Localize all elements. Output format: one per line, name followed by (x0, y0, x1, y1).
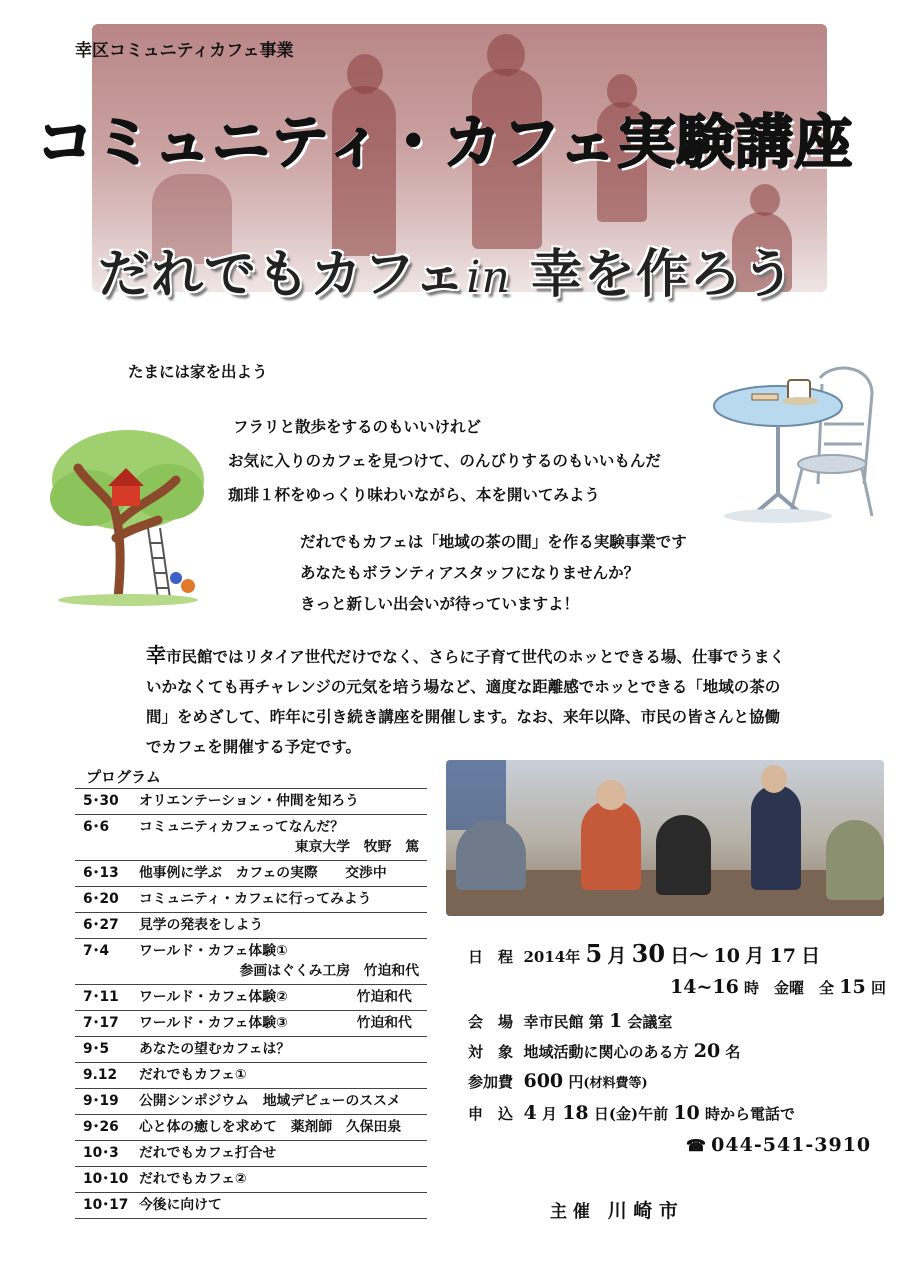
program-row-main (83, 987, 423, 1007)
host-line (550, 1196, 678, 1223)
program-row (75, 1010, 427, 1036)
apply-day: 18 (562, 1102, 589, 1124)
program-topic: コミュニティカフェってなんだ？ (139, 819, 344, 835)
program-row-main (83, 915, 423, 935)
program-topic: ワールド・カフェ体験③ 竹迫和代 (139, 1015, 412, 1031)
program-date: 9･5 (83, 1041, 110, 1057)
tree-illustration (48, 428, 208, 608)
program-topic: だれでもカフェ打合せ (139, 1145, 277, 1161)
intro-lead: たまには家を出よう (128, 363, 268, 381)
program-row-main (83, 863, 423, 883)
apply-detail: 日(金)午前 (593, 1105, 669, 1123)
program-topic: ワールド・カフェ体験① (139, 943, 288, 959)
description-paragraph (146, 640, 866, 762)
venue-room-number: 1 (608, 1010, 623, 1032)
intro-block-1 (228, 410, 661, 512)
apply-line (468, 1102, 795, 1124)
venue-name: 幸市民館 第 (523, 1013, 604, 1031)
host-label: 主 催 (550, 1202, 590, 1222)
program-topic: あなたの望むカフェは？ (139, 1041, 291, 1057)
schedule-year: 2014 (523, 948, 566, 966)
program-topic: 今後に向けて (139, 1197, 222, 1213)
program-row (75, 1140, 427, 1166)
program-date: 9.12 (83, 1067, 118, 1083)
program-table (75, 788, 427, 1219)
intro-line: あなたもボランティアスタッフになりませんか？ (300, 564, 640, 582)
program-date: 10･17 (83, 1197, 129, 1213)
program-topic: オリエンテーション・仲間を知ろう (139, 793, 359, 809)
target-line (468, 1040, 740, 1062)
program-row (75, 788, 427, 814)
schedule-month-unit: 月 (745, 945, 765, 967)
program-row-main (83, 941, 423, 961)
program-date: 9･26 (83, 1119, 119, 1135)
apply-detail-2: 時から電話で (705, 1105, 796, 1123)
program-row (75, 938, 427, 984)
program-row-main (83, 1195, 423, 1215)
program-topic: 心と体の癒しを求めて 薬剤師 久保田泉 (139, 1119, 402, 1135)
target-capacity: 20 (693, 1040, 721, 1062)
program-date: 7･17 (83, 1015, 119, 1031)
program-topic: コミュニティ・カフェに行ってみよう (139, 891, 372, 907)
session-count: 15 (839, 976, 866, 998)
intro-block-2 (300, 527, 687, 620)
apply-month: 4 (523, 1102, 537, 1124)
program-date: 6･20 (83, 891, 119, 907)
time-line (670, 976, 886, 998)
fee-label: 参加費 (468, 1073, 514, 1091)
participants-photo (446, 760, 884, 916)
program-row (75, 912, 427, 938)
target-capacity-unit: 名 (725, 1043, 741, 1061)
subtitle-in: in (466, 252, 511, 303)
program-topic: 公開シンポジウム 地域デビューのススメ (139, 1093, 401, 1109)
apply-hour: 10 (673, 1102, 700, 1124)
program-date: 6･6 (83, 819, 110, 835)
schedule-label: 日 程 (468, 948, 514, 966)
description-line: でカフェを開催する予定です。 (146, 738, 361, 756)
program-row-main (83, 1117, 423, 1137)
program-date: 6･27 (83, 917, 119, 933)
program-row (75, 1166, 427, 1192)
intro-line: きっと新しい出会いが待っていますよ！ (300, 595, 580, 613)
description-line: 間」をめざして、昨年に引き続き講座を開催します。なお、来年以降、市民の皆さんと協働 (146, 708, 780, 726)
program-row-main (83, 1039, 423, 1059)
program-row (75, 1088, 427, 1114)
schedule-month-unit: 月 (607, 945, 627, 967)
program-row-main (83, 1169, 423, 1189)
apply-label: 申 込 (468, 1105, 514, 1123)
host-name: 川 崎 市 (607, 1200, 678, 1222)
schedule-end-day: 17 (769, 945, 796, 967)
program-title: プログラム (86, 768, 161, 786)
phone-icon: ☎ (686, 1136, 706, 1155)
schedule-end-month: 10 (713, 945, 740, 967)
subtitle (98, 232, 795, 307)
subtitle-part-b: 幸を作ろう (529, 245, 795, 305)
program-row-main (83, 1143, 423, 1163)
apply-month-unit: 月 (541, 1105, 557, 1123)
main-title: コミュニティ・カフェ実験講座 (36, 108, 854, 176)
program-speaker: 参画はぐくみ工房 竹迫和代 (239, 963, 419, 979)
program-topic: ワールド・カフェ体験② 竹迫和代 (139, 989, 412, 1005)
program-date: 9･19 (83, 1093, 119, 1109)
program-topic: 見学の発表をしよう (139, 917, 264, 933)
program-row (75, 886, 427, 912)
schedule-day-unit: 日 (801, 945, 821, 967)
description-line: いかなくても再チャレンジの元気を培う場など、適度な距離感でホッとできる「地域の茶の (146, 678, 781, 696)
program-row (75, 1036, 427, 1062)
venue-room: 会議室 (627, 1013, 673, 1031)
intro-line: フラリと散歩をするのもいいけれど (233, 418, 482, 436)
intro-line: だれでもカフェは「地域の茶の間」を作る実験事業です (300, 533, 687, 551)
program-row (75, 814, 427, 860)
schedule-start-day: 30 (631, 939, 666, 968)
cafe-table-illustration (712, 364, 878, 524)
program-date: 10･10 (83, 1171, 129, 1187)
phone-number: 044-541-3910 (711, 1134, 872, 1156)
intro-line: お気に入りのカフェを見つけて、のんびりするのもいいもんだ (228, 452, 661, 470)
program-row-main (83, 817, 423, 837)
program-date: 6･13 (83, 865, 119, 881)
program-date: 5･30 (83, 793, 119, 809)
program-row-main (83, 889, 423, 909)
subtitle-part-a: だれでもカフェ (98, 245, 467, 305)
program-topic: 他事例に学ぶ カフェの実際 交渉中 (139, 865, 387, 881)
schedule-line (468, 939, 820, 968)
program-topic: だれでもカフェ② (139, 1171, 247, 1187)
target-label: 対 象 (468, 1043, 514, 1061)
time-range: 14~16 (670, 976, 739, 998)
program-row-main (83, 791, 423, 811)
program-row (75, 1062, 427, 1088)
program-row-main (83, 1065, 423, 1085)
program-row (75, 1114, 427, 1140)
venue-label: 会 場 (468, 1013, 514, 1031)
program-date: 7･4 (83, 943, 110, 959)
program-row-main (83, 1013, 423, 1033)
venue-line (468, 1010, 672, 1032)
program-date: 7･11 (83, 989, 119, 1005)
program-row-main (83, 1091, 423, 1111)
phone-line (686, 1134, 871, 1156)
schedule-day-unit: 日～ (670, 945, 709, 967)
fee-note: (材料費等) (583, 1076, 648, 1091)
description-first-char: 幸 (146, 643, 166, 667)
organizer-heading: 幸区コミュニティカフェ事業 (75, 41, 294, 61)
session-count-unit: 回 (870, 979, 886, 997)
program-speaker: 東京大学 牧野 篤 (294, 839, 419, 855)
schedule-year-unit: 年 (565, 948, 581, 966)
target-desc: 地域活動に関心のある方 (523, 1043, 689, 1061)
program-date: 10･3 (83, 1145, 119, 1161)
description-line: 市民館ではリタイア世代だけでなく、さらに子育て世代のホッとできる場、仕事でうまく (166, 648, 785, 666)
time-detail: 時 金曜 全 (744, 979, 835, 997)
program-row (75, 860, 427, 886)
schedule-start-month: 5 (585, 939, 603, 968)
fee-amount: 600 (523, 1070, 564, 1092)
intro-line: 珈琲１杯をゆっくり味わいながら、本を開いてみよう (228, 486, 600, 504)
program-row (75, 1192, 427, 1219)
program-row (75, 984, 427, 1010)
fee-line (468, 1070, 648, 1092)
program-topic: だれでもカフェ① (139, 1067, 247, 1083)
fee-unit: 円 (568, 1073, 584, 1091)
